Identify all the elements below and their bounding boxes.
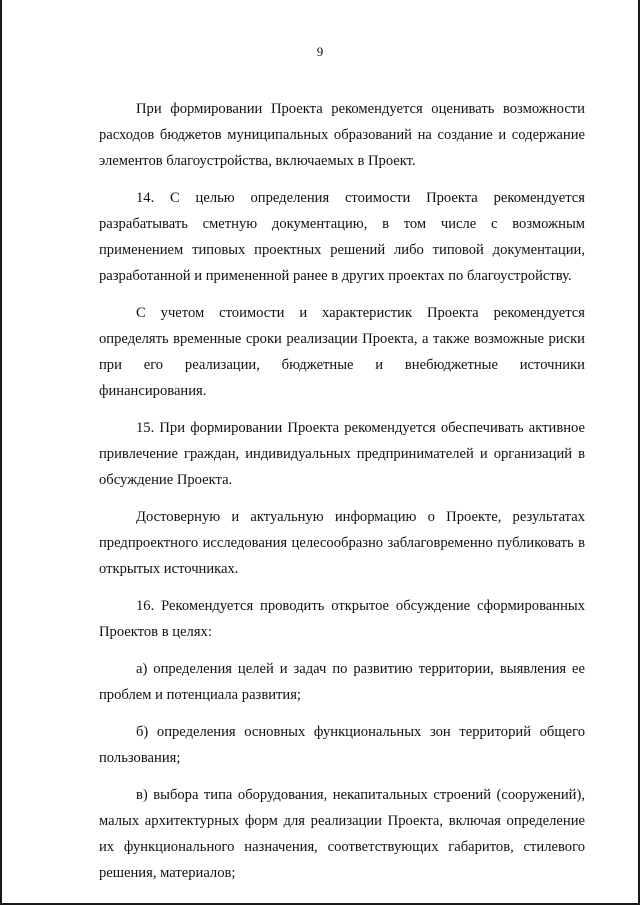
- paragraph-15-public-involvement: 15. При формировании Проекта рекомендуется обеспечивать активное привлечение граждан, индивидуальных предпринимателей и организаций в обсуждение Проекта.: [99, 420, 585, 488]
- paragraph-budget-assessment: При формировании Проекта рекомендуется оценивать возможности расходов бюджетов муниципальных образований на создание и содержание элементов благоустройства, включаемых в Проект.: [99, 101, 585, 169]
- paragraph-14-cost-estimation: 14. С целью определения стоимости Проекта рекомендуется разрабатывать сметную документацию, в том числе с возможным применением типовых проектных решений либо типовой документации, разработанной и примененной ранее в других проектах по благоустройству.: [99, 190, 585, 284]
- list-item-v-equipment: в) выбора типа оборудования, некапитальных строений (сооружений), малых архитектурных форм для реализации Проекта, включая определение их функционального назначения, соответствующих габаритов, стилевого решения, материалов;: [99, 787, 585, 881]
- list-item-a-goals: а) определения целей и задач по развитию территории, выявления ее проблем и потенциала развития;: [99, 661, 585, 703]
- paragraph-timeline-risks: С учетом стоимости и характеристик Проекта рекомендуется определять временные сроки реализации Проекта, а также возможные риски при его реализации, бюджетные и внебюджетные источники финансирования.: [99, 305, 585, 399]
- paragraph-publish-information: Достоверную и актуальную информацию о Проекте, результатах предпроектного исследования целесообразно заблаговременно публиковать в открытых источниках.: [99, 509, 585, 577]
- paragraph-16-open-discussion: 16. Рекомендуется проводить открытое обсуждение сформированных Проектов в целях:: [99, 598, 585, 640]
- document-body: [99, 96, 585, 886]
- page-number: 9: [316, 44, 324, 59]
- list-item-b-functional-zones: б) определения основных функциональных зон территорий общего пользования;: [99, 724, 585, 766]
